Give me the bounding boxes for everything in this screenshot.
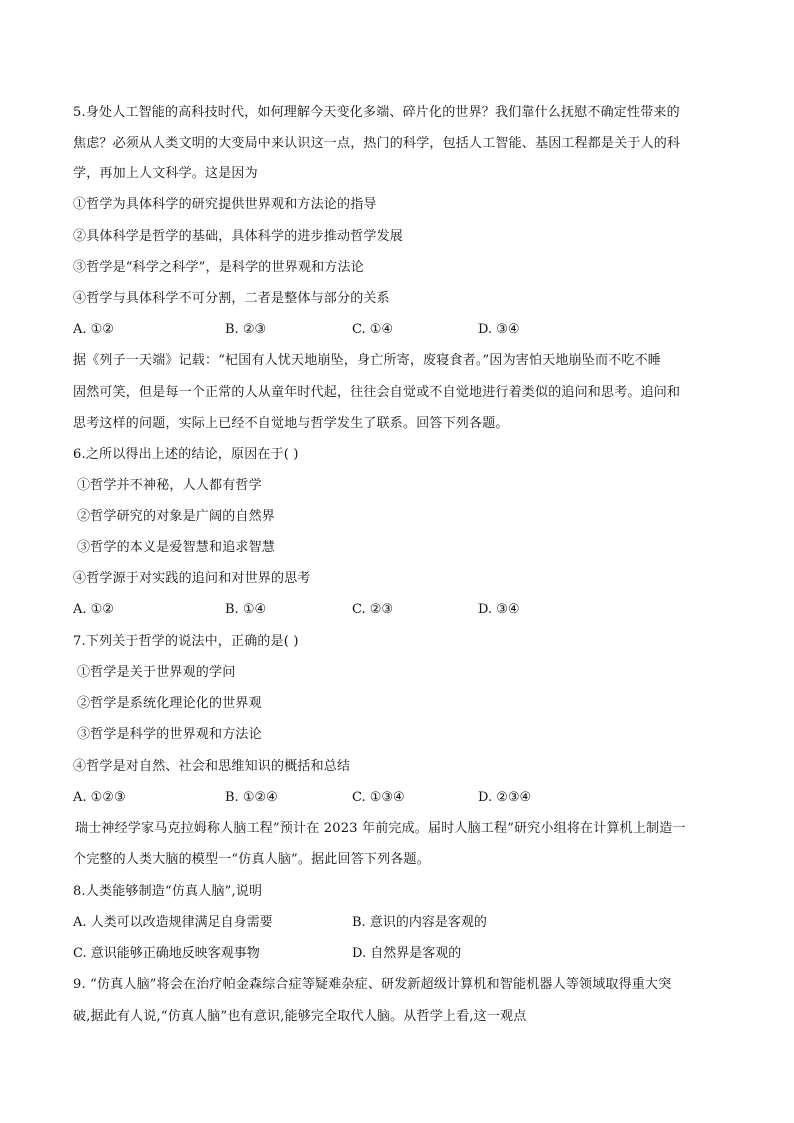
q6-option-a: A. ①② [73,602,114,617]
q5-option-b: B. ②③ [225,322,267,337]
q5-statement-4: ④哲学与具体科学不可分割，二者是整体与部分的关系 [73,291,390,306]
q7-statement-3: ③哲学是科学的世界观和方法论 [77,727,262,742]
passage-1-line-1: 据《列子一天端》记载：“杞国有人忧天地崩坠，身亡所寄，废寝食者。”因为害怕天地崩坠而不吃不睡 [73,353,661,368]
q6-option-c: C. ②③ [352,602,394,617]
passage-1-line-3: 思考这样的问题，实际上已经不自觉地与哲学发生了联系。回答下列各题。 [73,416,509,431]
q7-statement-4: ④哲学是对自然、社会和思维知识的概括和总结 [73,759,351,774]
q5-statement-1: ①哲学为具体科学的研究提供世界观和方法论的指导 [73,197,377,212]
q6-statement-3: ③哲学的本义是爱智慧和追求智慧 [77,540,276,555]
q6-statement-1: ①哲学并不神秘，人人都有哲学 [77,478,262,493]
q5-statement-2: ②具体科学是哲学的基础，具体科学的进步推动哲学发展 [73,229,404,244]
q5-option-a: A. ①② [73,322,114,337]
q5-stem-line-2: 焦虑？必须从人类文明的大变局中来认识这一点，热门的科学，包括人工智能、基因工程都是关于人的科 [73,136,681,151]
q8-option-d: D. 自然界是客观的 [352,946,462,961]
q9-stem-line-2: 破,据此有人说,“仿真人脑”也有意识,能够完全取代人脑。从哲学上看,这一观点 [73,1009,527,1024]
q7-statement-1: ①哲学是关于世界观的学问 [77,665,236,680]
q8-stem: 8.人类能够制造“仿真人脑”,说明 [73,884,263,899]
q5-option-c: C. ①④ [352,322,394,337]
q8-option-c: C. 意识能够正确地反映客观事物 [73,946,260,961]
q6-statement-2: ②哲学研究的对象是广阔的自然界 [77,509,276,524]
q8-option-a: A. 人类可以改造规律满足自身需要 [73,915,273,930]
q6-option-b: B. ①④ [225,602,267,617]
q7-stem: 7.下列关于哲学的说法中，正确的是( ) [73,634,299,649]
q5-option-d: D. ③④ [478,322,520,337]
passage-2-line-1: 瑞士神经学家马克拉姆称人脑工程”预计在 2023 年前完成。届时人脑工程”研究小组将在计算机上制造一 [75,821,686,836]
q8-option-b: B. 意识的内容是客观的 [352,915,487,930]
q5-stem-line-3: 学，再加上人文科学。这是因为 [73,166,258,181]
q7-option-d: D. ②③④ [478,790,532,805]
q7-option-c: C. ①③④ [352,790,405,805]
q6-stem: 6.之所以得出上述的结论，原因在于( ) [73,447,299,462]
passage-2-line-2: 个完整的人类大脑的模型一“仿真人脑”。据此回答下列各题。 [73,852,430,867]
q7-option-a: A. ①②③ [73,790,126,805]
q6-option-d: D. ③④ [478,602,520,617]
q6-statement-4: ④哲学源于对实践的追问和对世界的思考 [73,571,311,586]
q5-statement-3: ③哲学是“科学之科学”，是科学的世界观和方法论 [73,260,364,275]
q9-stem-line-1: 9. “仿真人脑”将会在治疗帕金森综合症等疑难杂症、研发新超级计算机和智能机器人等领域取得重大突 [73,977,672,992]
q5-stem-line-1: 5.身处人工智能的高科技时代，如何理解今天变化多端、碎片化的世界？我们靠什么抚慰不确定性带来的 [73,105,680,120]
passage-1-line-2: 固然可笑，但是每一个正常的人从童年时代起，往往会自觉或不自觉地进行着类似的追问和思考。追问和 [73,385,681,400]
q7-option-b: B. ①②④ [225,790,278,805]
q7-statement-2: ②哲学是系统化理论化的世界观 [77,696,262,711]
